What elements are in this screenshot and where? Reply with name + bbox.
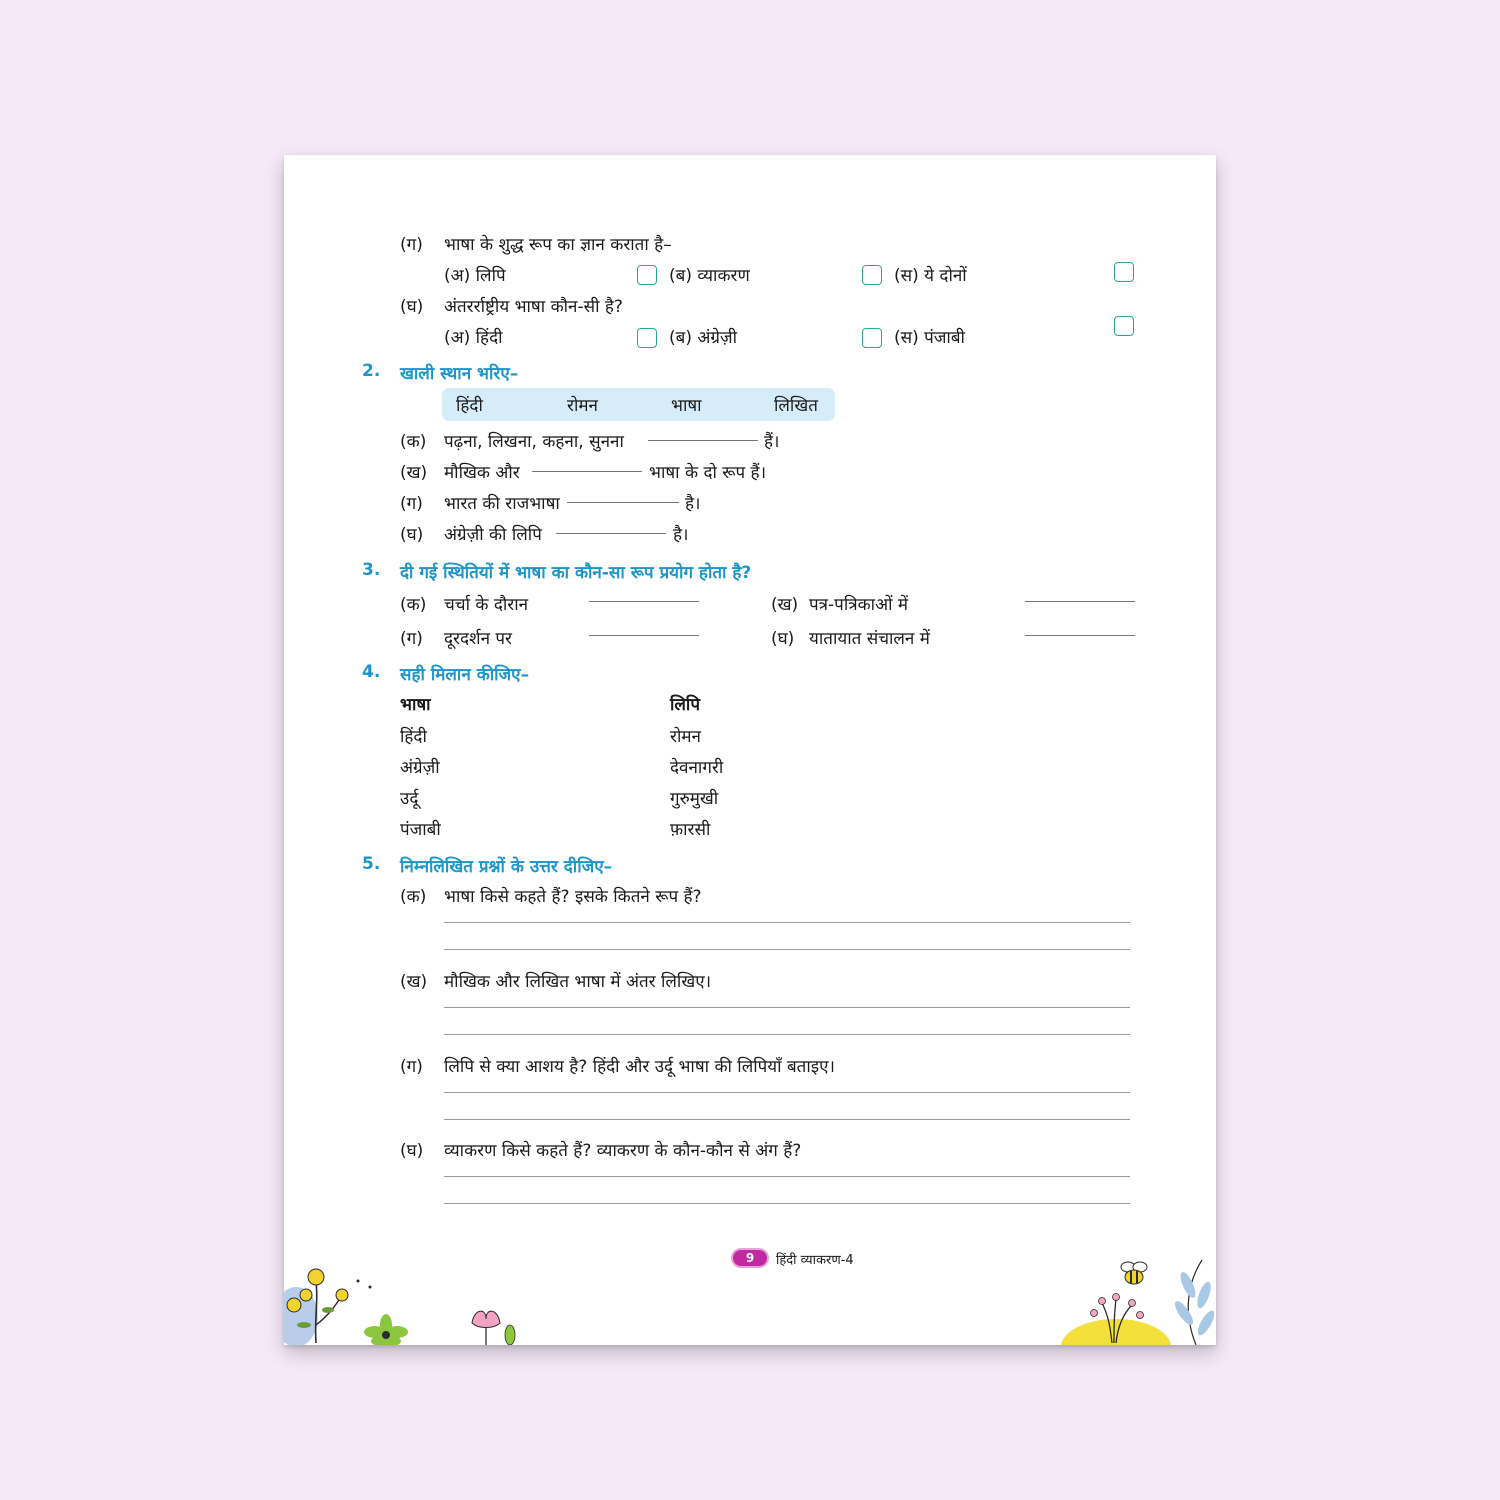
fill-blank[interactable] <box>556 533 666 534</box>
answer-blank[interactable] <box>589 635 699 636</box>
flower-decoration-icon <box>284 1255 424 1345</box>
item-label: (घ) <box>400 525 424 545</box>
fill-blank[interactable] <box>567 502 679 503</box>
question-label: (क) <box>400 887 427 907</box>
match-right-item[interactable]: फ़ारसी <box>670 820 711 840</box>
word-bank-item: रोमन <box>567 396 598 416</box>
section-number: 2. <box>362 361 381 381</box>
checkbox-option-b[interactable] <box>862 328 882 348</box>
match-left-item[interactable]: उर्दू <box>400 789 419 809</box>
item-text: पत्र-पत्रिकाओं में <box>809 595 909 615</box>
match-left-item[interactable]: पंजाबी <box>400 820 441 840</box>
match-right-item[interactable]: रोमन <box>670 727 701 747</box>
item-label: (क) <box>400 595 427 615</box>
answer-blank[interactable] <box>589 601 699 602</box>
answer-line[interactable] <box>444 1203 1130 1204</box>
section-title: निम्नलिखित प्रश्नों के उत्तर दीजिए– <box>400 857 613 877</box>
checkbox-option-a[interactable] <box>637 328 657 348</box>
fill-text: है। <box>685 494 701 514</box>
item-label: (ग) <box>400 629 423 649</box>
checkbox-option-c[interactable] <box>1114 262 1134 282</box>
item-text: दूरदर्शन पर <box>444 629 513 649</box>
worksheet-page <box>284 155 1216 1345</box>
item-text: यातायात संचालन में <box>809 629 930 649</box>
item-label: (ग) <box>400 494 423 514</box>
section-number: 3. <box>362 560 381 580</box>
question-text: मौखिक और लिखित भाषा में अंतर लिखिए। <box>444 972 712 992</box>
question-label: (ग) <box>400 235 423 255</box>
answer-line[interactable] <box>444 922 1130 923</box>
option-b: (ब) व्याकरण <box>669 266 750 286</box>
page-number-badge: 9 <box>731 1248 769 1268</box>
question-text: भाषा के शुद्ध रूप का ज्ञान कराता है– <box>444 235 672 255</box>
fill-text: है। <box>673 525 689 545</box>
fill-blank[interactable] <box>648 440 758 441</box>
item-label: (क) <box>400 432 427 452</box>
column-header-language: भाषा <box>400 695 431 715</box>
question-text: भाषा किसे कहते हैं? इसके कितने रूप हैं? <box>444 887 702 907</box>
option-b: (ब) अंग्रेज़ी <box>669 328 737 348</box>
option-c: (स) ये दोनों <box>894 266 967 286</box>
item-text: चर्चा के दौरान <box>444 595 529 615</box>
option-a: (अ) हिंदी <box>444 328 503 348</box>
fill-text: हैं। <box>764 432 780 452</box>
question-label: (ग) <box>400 1057 423 1077</box>
section-title: खाली स्थान भरिए– <box>400 364 519 384</box>
answer-blank[interactable] <box>1025 635 1135 636</box>
question-text: व्याकरण किसे कहते हैं? व्याकरण के कौन-कौन से अंग हैं? <box>444 1141 802 1161</box>
fill-text: भाषा के दो रूप हैं। <box>649 463 767 483</box>
answer-blank[interactable] <box>1025 601 1135 602</box>
book-title: हिंदी व्याकरण-4 <box>776 1253 854 1268</box>
answer-line[interactable] <box>444 949 1130 950</box>
checkbox-option-b[interactable] <box>862 265 882 285</box>
word-bank-item: हिंदी <box>456 396 483 416</box>
checkbox-option-c[interactable] <box>1114 316 1134 336</box>
option-c: (स) पंजाबी <box>894 328 965 348</box>
option-a: (अ) लिपि <box>444 266 506 286</box>
answer-line[interactable] <box>444 1119 1130 1120</box>
question-label: (ख) <box>400 972 428 992</box>
question-label: (घ) <box>400 297 424 317</box>
answer-line[interactable] <box>444 1007 1130 1008</box>
fill-text: भारत की राजभाषा <box>444 494 560 514</box>
section-title: दी गई स्थितियों में भाषा का कौन-सा रूप प्रयोग होता है? <box>400 563 752 583</box>
section-number: 4. <box>362 662 381 682</box>
match-right-item[interactable]: गुरुमुखी <box>670 789 719 809</box>
plant-decoration-icon <box>1046 1255 1216 1345</box>
word-bank-item: लिखित <box>774 396 818 416</box>
fill-blank[interactable] <box>532 471 642 472</box>
item-label: (ख) <box>400 463 428 483</box>
answer-line[interactable] <box>444 1034 1130 1035</box>
section-number: 5. <box>362 854 381 874</box>
tulip-icon <box>464 1305 524 1345</box>
word-bank-item: भाषा <box>671 396 702 416</box>
fill-text: पढ़ना, लिखना, कहना, सुनना <box>444 432 624 452</box>
answer-line[interactable] <box>444 1176 1130 1177</box>
section-title: सही मिलान कीजिए– <box>400 665 530 685</box>
answer-line[interactable] <box>444 1092 1130 1093</box>
fill-text: अंग्रेज़ी की लिपि <box>444 525 542 545</box>
question-text: लिपि से क्या आशय है? हिंदी और उर्दू भाषा की लिपियाँ बताइए। <box>444 1057 835 1077</box>
column-header-script: लिपि <box>670 695 700 715</box>
item-label: (घ) <box>771 629 795 649</box>
match-left-item[interactable]: हिंदी <box>400 727 427 747</box>
item-label: (ख) <box>771 595 799 615</box>
match-left-item[interactable]: अंग्रेज़ी <box>400 758 440 778</box>
checkbox-option-a[interactable] <box>637 265 657 285</box>
match-right-item[interactable]: देवनागरी <box>670 758 724 778</box>
fill-text: मौखिक और <box>444 463 520 483</box>
question-label: (घ) <box>400 1141 424 1161</box>
question-text: अंतरर्राष्ट्रीय भाषा कौन-सी है? <box>444 297 623 317</box>
